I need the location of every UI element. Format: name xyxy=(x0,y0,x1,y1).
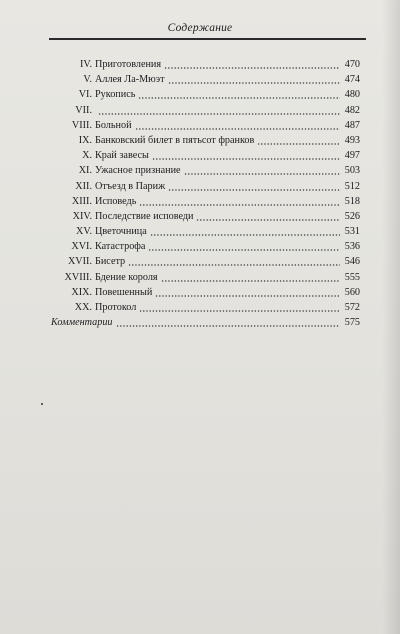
toc-row xyxy=(0,209,400,224)
chapter-number: XV. xyxy=(76,226,92,238)
chapter-title: Отъезд в Париж xyxy=(95,180,166,192)
page-number: 575 xyxy=(344,317,360,329)
page-number: 518 xyxy=(344,195,360,207)
chapter-number: XIV. xyxy=(72,210,92,222)
chapter-number: XVII. xyxy=(67,256,92,268)
dot-leader xyxy=(98,113,340,115)
header-rule xyxy=(49,38,366,40)
chapter-number: XX. xyxy=(74,302,92,313)
dot-leader xyxy=(155,295,340,297)
toc-row xyxy=(0,163,400,178)
toc-row xyxy=(0,194,400,209)
dot-leader xyxy=(168,189,340,191)
page-number: 512 xyxy=(344,180,360,192)
toc-row xyxy=(0,103,400,118)
dot-leader xyxy=(116,325,340,327)
chapter-title: Край завесы xyxy=(95,150,149,162)
toc-row xyxy=(0,224,400,239)
page-number: 546 xyxy=(344,256,360,268)
toc-row xyxy=(0,118,400,133)
chapter-number: XVI. xyxy=(71,241,92,253)
page-number: 560 xyxy=(344,286,360,298)
page-number: 497 xyxy=(344,150,360,162)
chapter-number: XIX. xyxy=(71,286,92,298)
chapter-title: Бисетр xyxy=(95,256,126,268)
toc-row xyxy=(0,254,400,269)
chapter-title: Последствие исповеди xyxy=(95,210,194,222)
dot-leader xyxy=(150,234,340,236)
chapter-title: Приготовления xyxy=(95,59,162,70)
toc-row xyxy=(0,270,400,285)
dot-leader xyxy=(139,310,340,312)
page-number: 493 xyxy=(344,134,360,146)
page-number: 470 xyxy=(344,59,360,70)
page-number: 482 xyxy=(344,104,360,116)
chapter-number: V. xyxy=(83,74,92,86)
page-number: 503 xyxy=(344,165,360,177)
toc-row xyxy=(0,87,400,102)
chapter-title: Цветочница xyxy=(95,226,147,238)
page-number: 487 xyxy=(344,119,360,131)
chapter-title: Исповедь xyxy=(95,195,137,207)
toc-row xyxy=(0,72,400,87)
chapter-number: IV. xyxy=(80,59,92,70)
toc-row xyxy=(0,148,400,163)
page-number: 526 xyxy=(344,210,360,222)
chapter-title: Банковский билет в пятьсот франков xyxy=(95,134,255,146)
dot-leader xyxy=(152,158,340,160)
chapter-number: VI. xyxy=(78,89,92,101)
toc-row xyxy=(0,285,400,300)
toc-row xyxy=(0,239,400,254)
toc-row-commentary xyxy=(0,315,400,330)
chapter-number: VII. xyxy=(75,104,92,116)
chapter-title: Ужасное признание xyxy=(95,165,181,177)
dot-leader xyxy=(196,219,340,221)
toc-row xyxy=(0,300,400,315)
chapter-number: X. xyxy=(82,150,92,162)
chapter-title: Больной xyxy=(95,119,132,131)
dot-leader xyxy=(128,264,340,266)
dot-leader xyxy=(138,97,340,99)
dot-leader xyxy=(184,173,340,175)
dot-leader xyxy=(139,204,340,206)
chapter-title: Аллея Ла-Мюэт xyxy=(95,74,165,86)
page-number: 536 xyxy=(344,241,360,253)
toc-row xyxy=(0,57,400,72)
chapter-number: XII. xyxy=(75,180,92,192)
chapter-number: VIII. xyxy=(71,119,92,131)
page-number: 555 xyxy=(344,271,360,283)
toc-row xyxy=(0,133,400,148)
page-number: 480 xyxy=(344,89,360,101)
table-of-contents xyxy=(0,57,400,330)
chapter-title: Катастрофа xyxy=(95,241,146,253)
toc-row xyxy=(0,179,400,194)
chapter-number: IX. xyxy=(78,134,92,146)
page-number: 531 xyxy=(344,226,360,238)
chapter-title: Протокол xyxy=(95,302,137,313)
chapter-title: Повешенный xyxy=(95,286,153,298)
chapter-title: Комментарии xyxy=(51,317,113,329)
chapter-number: XIII. xyxy=(71,195,92,207)
chapter-title: Рукопись xyxy=(95,89,136,101)
running-header: Содержание xyxy=(167,22,233,34)
dot-leader xyxy=(135,128,340,130)
page-number: 474 xyxy=(344,74,360,86)
dot-leader xyxy=(148,249,340,251)
dot-leader xyxy=(168,82,340,84)
dot-leader xyxy=(257,143,340,145)
dot-leader xyxy=(161,280,340,282)
dust-speck xyxy=(41,403,43,405)
page-number: 572 xyxy=(344,302,360,313)
chapter-number: XI. xyxy=(78,165,92,177)
chapter-number: XVIII. xyxy=(64,271,92,283)
dot-leader xyxy=(164,67,340,69)
chapter-title: Бдение короля xyxy=(95,271,158,283)
